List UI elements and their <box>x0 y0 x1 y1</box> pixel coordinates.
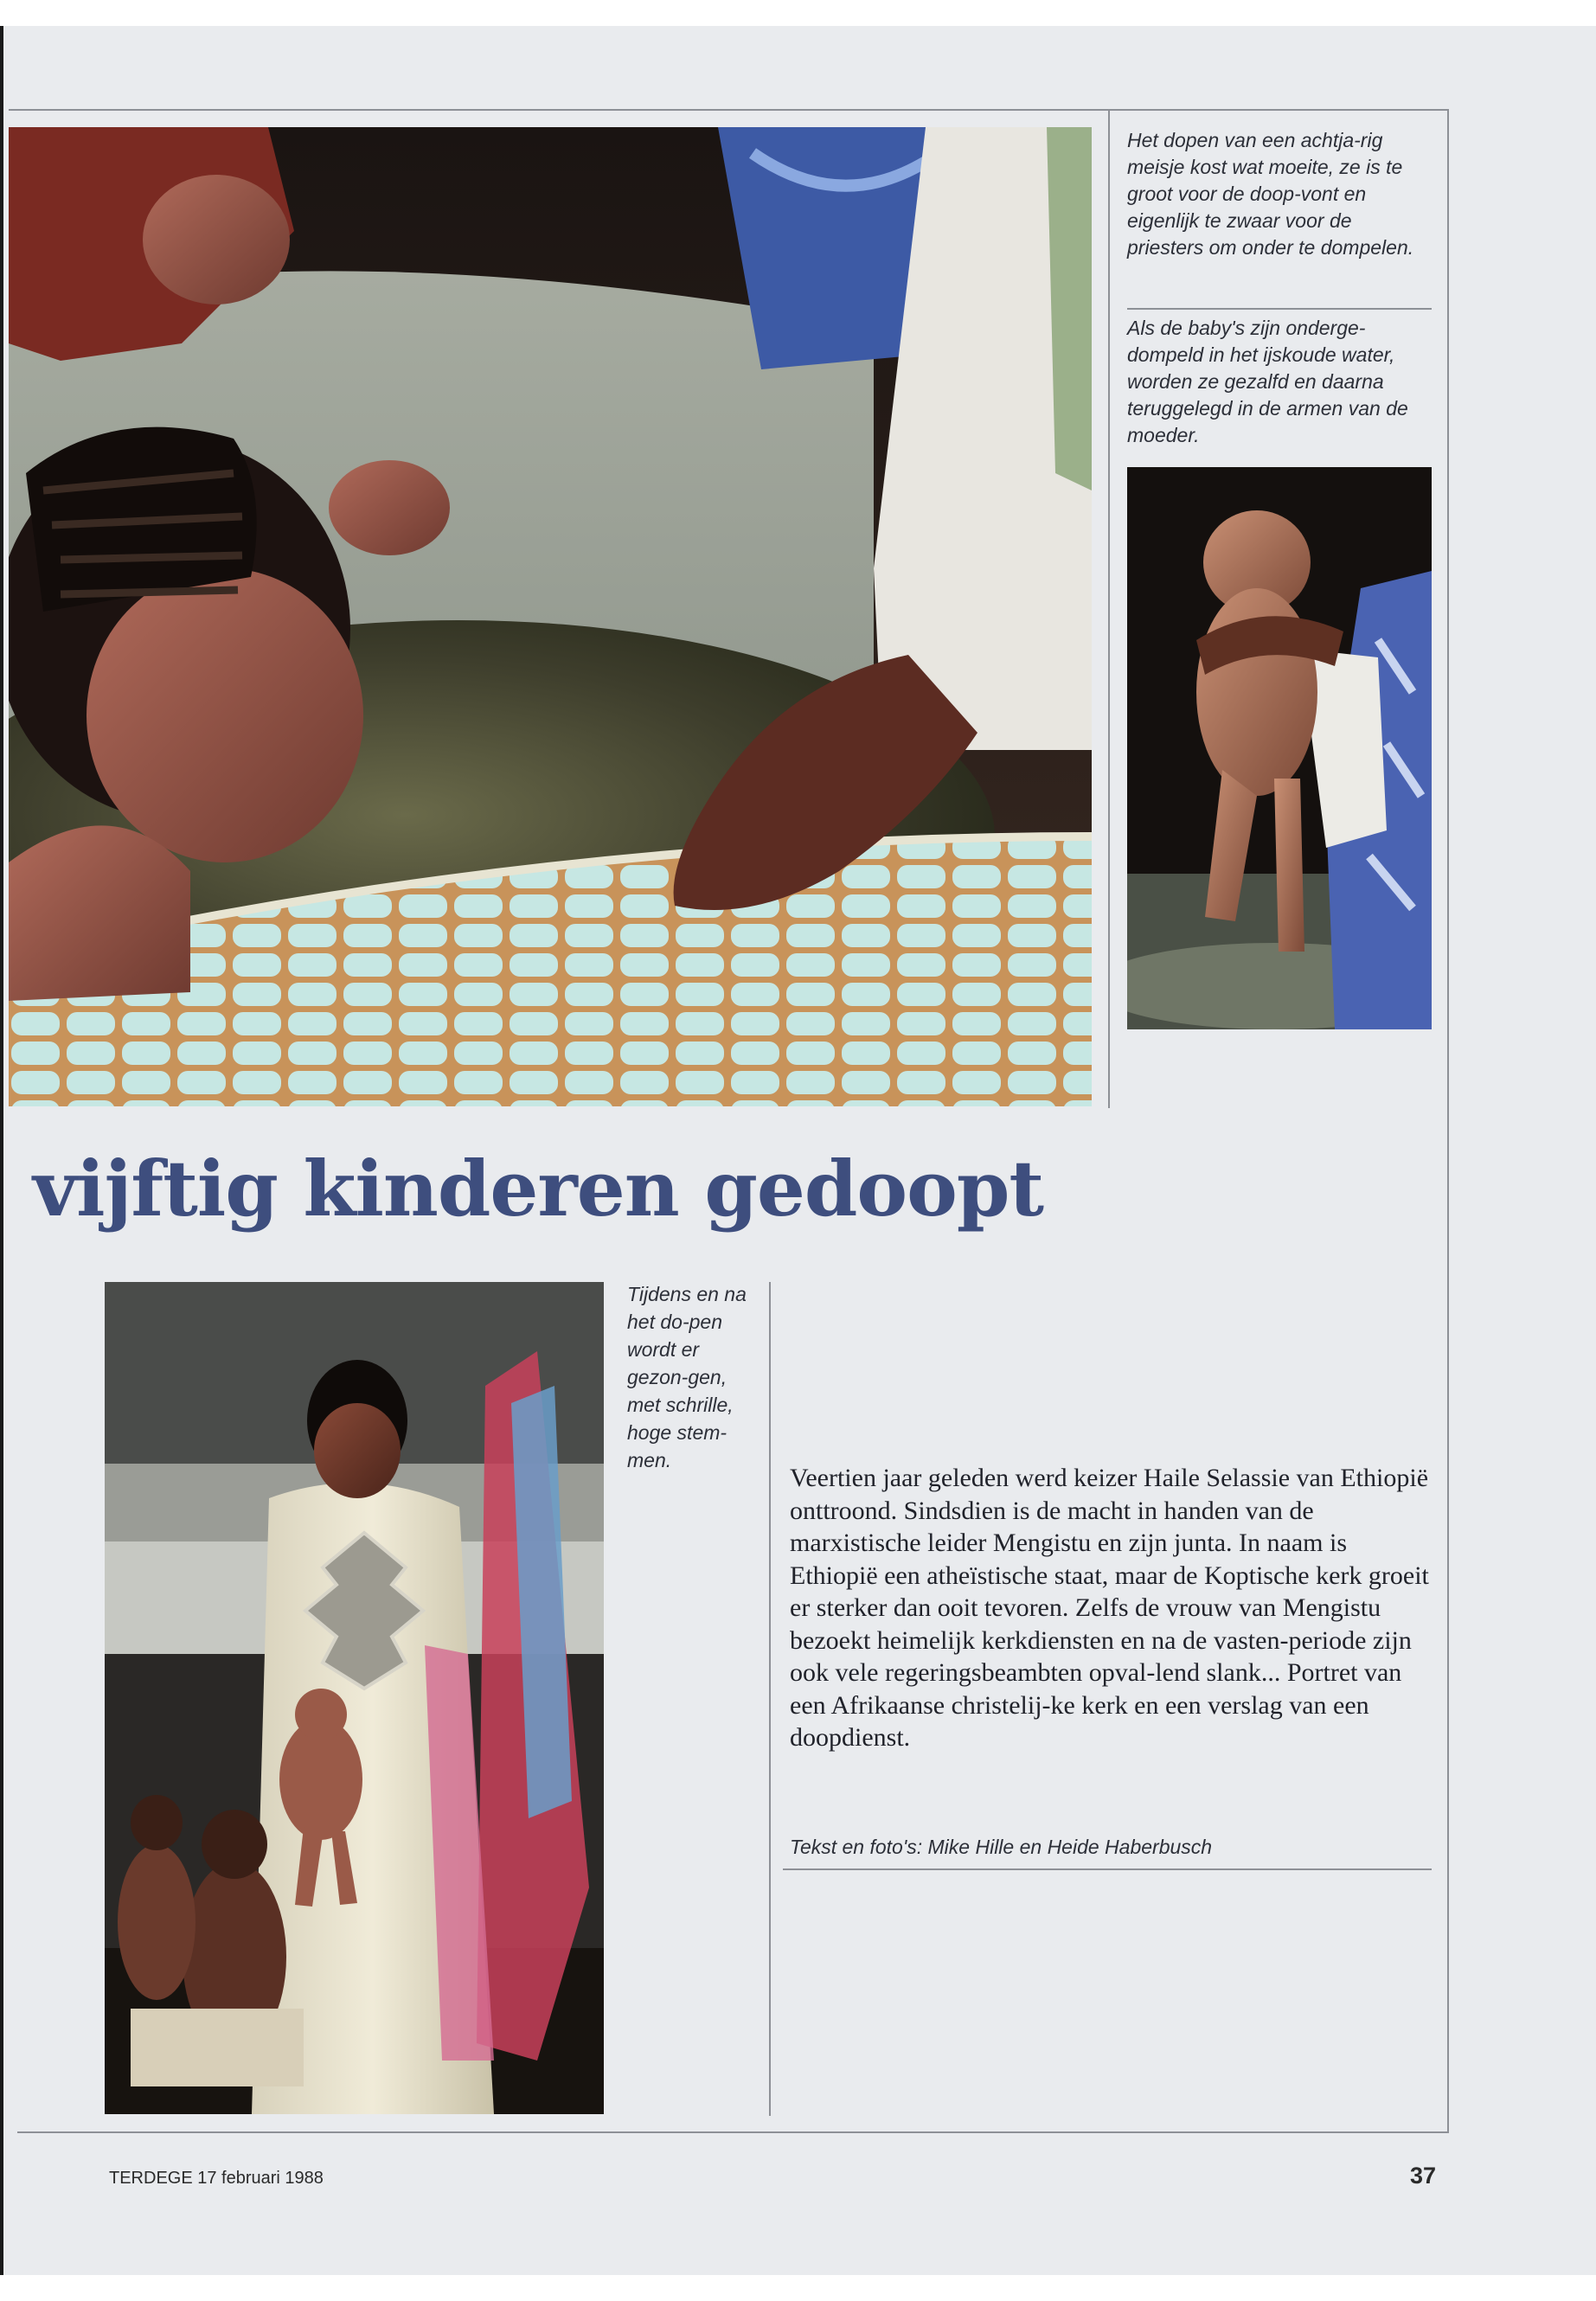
caption-baby-anointing: Als de baby's zijn onderge-dompeld in het ijskoude water, worden ze gezalfd en daarna teruggelegd in de armen van de moeder. <box>1127 317 1408 446</box>
baptism-girl-photo <box>9 127 1092 1106</box>
article-headline: vijftig kinderen gedoopt <box>33 1144 1043 1234</box>
caption-singing: Tijdens en na het do-pen wordt er gezon-gen, met schrille, hoge stem-men. <box>627 1283 747 1471</box>
baby-immersion-photo <box>1127 467 1432 1029</box>
page-edge <box>0 26 3 2275</box>
photo-text-credit: Tekst en foto's: Mike Hille en Heide Haberbusch <box>790 1836 1213 1858</box>
credit-underline <box>783 1868 1432 1870</box>
caption-girl-baptism: Het dopen van een achtja-rig meisje kost wat moeite, ze is te groot voor de doop-vont en eigenlijk te zwaar voor de priesters om onder te dompelen. <box>1127 129 1414 259</box>
page-number: 37 <box>1410 2163 1437 2189</box>
lower-column-rule <box>769 1282 771 2116</box>
caption-divider <box>1127 308 1432 310</box>
right-frame-rule <box>1447 109 1449 2133</box>
bottom-frame-rule <box>17 2131 1449 2133</box>
priest-procession-photo <box>105 1282 604 2114</box>
top-rule <box>9 109 1449 111</box>
article-intro: Veertien jaar geleden werd keizer Haile Selassie van Ethiopië onttroond. Sindsdien is de macht in handen van de marxistische leider Mengistu en zijn junta. In naam is Ethiopië een atheïstische staat, maar de Koptische kerk groeit er sterker dan ooit tevoren. Zelfs de vrouw van Mengistu bezoekt heimelijk kerkdiensten en na de vasten-periode zijn ook vele regeringsbeambten opval-lend slank... Portret van een Afrikaanse christelij-ke kerk en een verslag van een doopdienst. <box>790 1464 1429 1752</box>
publication-footer: TERDEGE 17 februari 1988 <box>109 2169 324 2188</box>
upper-column-rule <box>1108 109 1110 1108</box>
